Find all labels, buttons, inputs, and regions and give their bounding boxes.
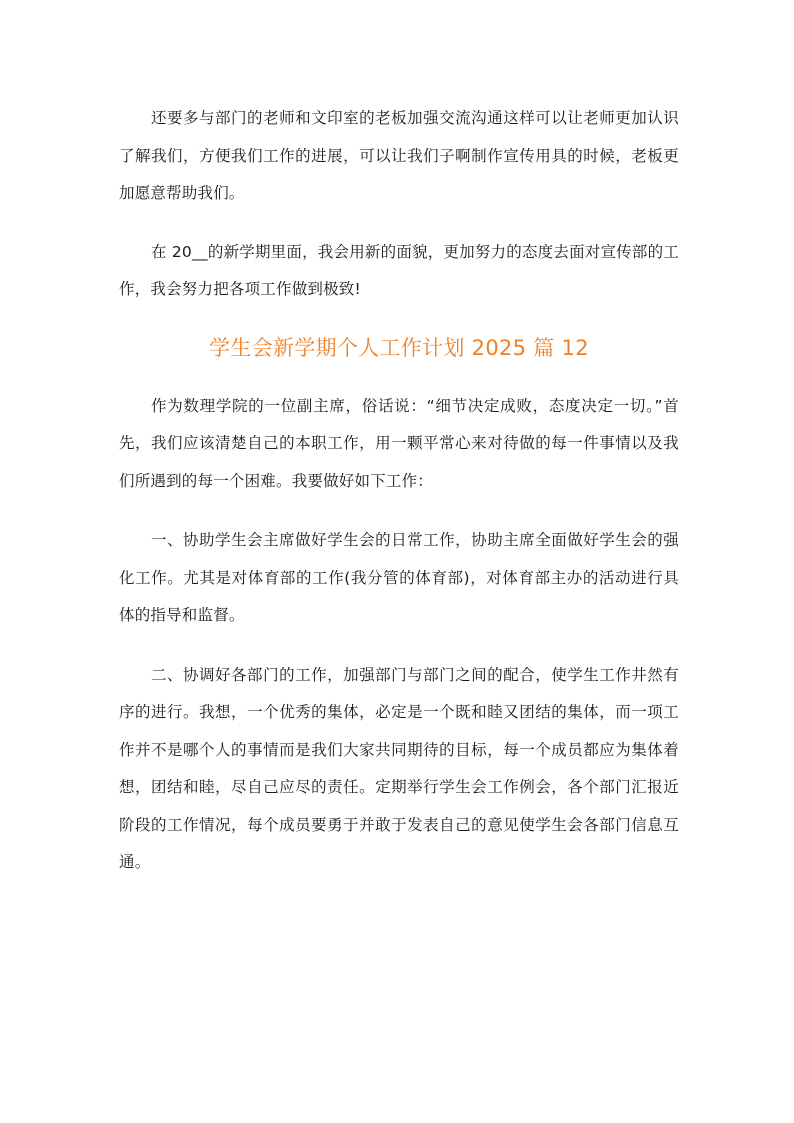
paragraph-communication: 还要多与部门的老师和文印室的老板加强交流沟通这样可以让老师更加认识了解我们，方便我们工作的进展，可以让我们子啊制作宣传用具的时候，老板更加愿意帮助我们。 [119, 109, 679, 202]
section-heading: 学生会新学期个人工作计划 2025 篇 12 [209, 335, 589, 360]
paragraph-item-one: 一、协助学生会主席做好学生会的日常工作，协助主席全面做好学生会的强化工作。尤其是对体育部的工作(我分管的体育部)，对体育部主办的活动进行具体的指导和监督。 [119, 531, 679, 624]
paragraph-new-semester: 在 20__的新学期里面，我会用新的面貌，更加努力的态度去面对宣传部的工作，我会努力把各项工作做到极致! [119, 242, 679, 298]
document-page [119, 100, 679, 882]
paragraph-item-two: 二、协调好各部门的工作，加强部门与部门之间的配合，使学生工作井然有序的进行。我想，一个优秀的集体，必定是一个既和睦又团结的集体，而一项工作并不是哪个人的事情而是我们大家共同期待的目标，每一个成员都应为集体着想，团结和睦，尽自己应尽的责任。定期举行学生会工作例会，各个部门汇报近阶段的工作情况，每个成员要勇于并敢于发表自己的意见使学生会各部门信息互通。 [119, 665, 679, 871]
paragraph-intro: 作为数理学院的一位副主席，俗话说：“细节决定成败，态度决定一切。”首先，我们应该清楚自己的本职工作，用一颗平常心来对待做的每一件事情以及我们所遇到的每一个困难。我要做好如下工作： [119, 396, 679, 490]
